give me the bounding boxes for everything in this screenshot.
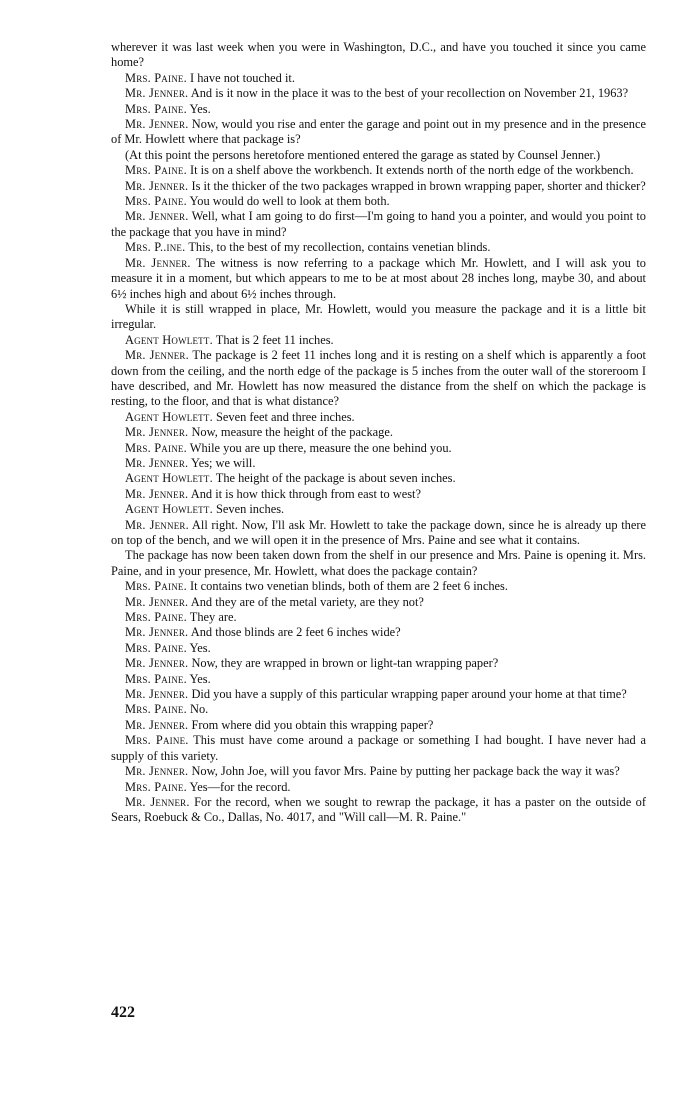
paragraph-text: They are. bbox=[189, 610, 237, 625]
speaker-label: Mrs. Paine. bbox=[125, 101, 187, 116]
speaker-label: Mr. Jenner. bbox=[125, 687, 189, 702]
paragraph-text: It is on a shelf above the workbench. It extends north of the north edge of the workbench. bbox=[190, 163, 634, 178]
transcript-paragraph bbox=[111, 595, 646, 610]
transcript-paragraph bbox=[111, 148, 646, 163]
speaker-label: Mr. Jenner. bbox=[125, 594, 189, 609]
transcript-paragraph bbox=[111, 117, 646, 148]
transcript-paragraph bbox=[111, 86, 646, 101]
transcript-paragraph bbox=[111, 718, 646, 733]
speaker-label: Mr. Jenner. bbox=[125, 425, 189, 440]
speaker-label: Mrs. Paine. bbox=[125, 163, 187, 178]
transcript-body bbox=[111, 40, 646, 826]
paragraph-text: I have not touched it. bbox=[190, 70, 295, 85]
speaker-label: Mrs. Paine. bbox=[125, 579, 187, 594]
speaker-label: Mr. Jenner. bbox=[125, 348, 189, 363]
transcript-paragraph bbox=[111, 518, 646, 549]
paragraph-text: Now, they are wrapped in brown or light-tan wrapping paper? bbox=[191, 656, 499, 671]
paragraph-text: And is it now in the place it was to the best of your recollection on November 21, 1963? bbox=[190, 86, 629, 101]
paragraph-text: It contains two venetian blinds, both of them are 2 feet 6 inches. bbox=[190, 579, 508, 594]
transcript-paragraph bbox=[111, 548, 646, 579]
speaker-label: Mrs. Paine. bbox=[125, 779, 187, 794]
paragraph-text: The witness is now referring to a package which Mr. Howlett, and I will ask you to measure it in a moment, but which appears to me to be at most about 28 inches long, maybe 30, and about 6½ inches high and about 6½ inches through. bbox=[111, 255, 646, 301]
transcript-paragraph bbox=[111, 487, 646, 502]
speaker-label: Mr. Jenner. bbox=[125, 86, 189, 101]
paragraph-text: Now, would you rise and enter the garage and point out in my presence and in the presence of Mr. Howlett where that package is? bbox=[111, 117, 646, 147]
speaker-label: Mrs. Paine. bbox=[125, 610, 187, 625]
transcript-paragraph bbox=[111, 302, 646, 333]
transcript-paragraph bbox=[111, 471, 646, 486]
transcript-paragraph bbox=[111, 441, 646, 456]
speaker-label: Mr. Jenner. bbox=[125, 717, 189, 732]
paragraph-text: wherever it was last week when you were in Washington, D.C., and have you touched it since you came home? bbox=[111, 40, 646, 70]
transcript-paragraph bbox=[111, 240, 646, 255]
transcript-paragraph bbox=[111, 687, 646, 702]
speaker-label: Mr. Jenner. bbox=[125, 794, 190, 809]
paragraph-text: This must have come around a package or something I had bought. I have never had a supply of this variety. bbox=[111, 733, 647, 763]
paragraph-text: Now, measure the height of the package. bbox=[191, 425, 393, 440]
transcript-paragraph bbox=[111, 333, 646, 348]
paragraph-text: (At this point the persons heretofore mentioned entered the garage as stated by Counsel Jenner.) bbox=[125, 147, 601, 162]
speaker-label: Agent Howlett. bbox=[125, 471, 213, 486]
speaker-label: Agent Howlett. bbox=[125, 409, 213, 424]
transcript-paragraph bbox=[111, 194, 646, 209]
speaker-label: Mr. Jenner. bbox=[125, 117, 189, 132]
paragraph-text: Yes. bbox=[189, 671, 211, 686]
transcript-paragraph bbox=[111, 209, 646, 240]
speaker-label: Mr. Jenner. bbox=[125, 517, 189, 532]
transcript-paragraph bbox=[111, 641, 646, 656]
speaker-label: Mrs. Paine. bbox=[125, 733, 189, 748]
speaker-label: Mrs. Paine. bbox=[125, 671, 187, 686]
paragraph-text: And they are of the metal variety, are they not? bbox=[190, 594, 424, 609]
speaker-label: Mrs. Paine. bbox=[125, 194, 187, 209]
paragraph-text: Yes; we will. bbox=[190, 455, 256, 470]
speaker-label: Agent Howlett. bbox=[125, 332, 213, 347]
speaker-label: Mr. Jenner. bbox=[125, 656, 189, 671]
page-number: 422 bbox=[111, 1004, 135, 1021]
speaker-label: Mrs. P..ine. bbox=[125, 240, 186, 255]
transcript-paragraph bbox=[111, 410, 646, 425]
transcript-paragraph bbox=[111, 71, 646, 86]
transcript-paragraph bbox=[111, 702, 646, 717]
transcript-paragraph bbox=[111, 425, 646, 440]
speaker-label: Mrs. Paine. bbox=[125, 70, 187, 85]
speaker-label: Mr. Jenner. bbox=[125, 764, 189, 779]
paragraph-text: Well, what I am going to do first—I'm going to hand you a pointer, and would you point to the package that you have in mind? bbox=[111, 209, 646, 239]
transcript-paragraph bbox=[111, 625, 646, 640]
paragraph-text: For the record, when we sought to rewrap the package, it has a paster on the outside of Sears, Roebuck & Co., Dallas, No. 4017, and "Will call—M. R. Paine." bbox=[111, 794, 647, 825]
paragraph-text: This, to the best of my recollection, contains venetian blinds. bbox=[188, 240, 491, 255]
transcript-paragraph bbox=[111, 579, 646, 594]
paragraph-text: While you are up there, measure the one behind you. bbox=[189, 440, 452, 455]
paragraph-text: No. bbox=[190, 702, 209, 717]
transcript-paragraph bbox=[111, 502, 646, 517]
transcript-paragraph bbox=[111, 610, 646, 625]
paragraph-text: And it is how thick through from east to west? bbox=[190, 486, 421, 501]
speaker-label: Mrs. Paine. bbox=[125, 702, 187, 717]
speaker-label: Mr. Jenner. bbox=[125, 486, 189, 501]
transcript-paragraph bbox=[111, 780, 646, 795]
transcript-paragraph bbox=[111, 656, 646, 671]
paragraph-text: You would do well to look at them both. bbox=[189, 194, 390, 209]
transcript-paragraph bbox=[111, 179, 646, 194]
paragraph-text: Yes. bbox=[189, 640, 211, 655]
transcript-paragraph bbox=[111, 102, 646, 117]
paragraph-text: The package is 2 feet 11 inches long and it is resting on a shelf which is apparently a foot down from the ceiling, and the north edge of the package is 5 inches from the outer wall of the storeroom I have described, and Mr. Howlett has now measured the distance from the shelf on which the package is resting, to the floor, and that is what distance? bbox=[111, 348, 646, 409]
paragraph-text: All right. Now, I'll ask Mr. Howlett to take the package down, since he is already up there on top of the bench, and we will open it in the presence of Mrs. Paine and see what it contains. bbox=[111, 517, 646, 547]
speaker-label: Mr. Jenner. bbox=[125, 455, 189, 470]
paragraph-text: That is 2 feet 11 inches. bbox=[215, 332, 334, 347]
paragraph-text: Is it the thicker of the two packages wrapped in brown wrapping paper, shorter and thicker? bbox=[191, 178, 646, 193]
speaker-label: Mr. Jenner. bbox=[125, 255, 191, 270]
speaker-label: Mr. Jenner. bbox=[125, 178, 189, 193]
speaker-label: Mr. Jenner. bbox=[125, 625, 189, 640]
transcript-paragraph bbox=[111, 348, 646, 410]
transcript-paragraph bbox=[111, 672, 646, 687]
paragraph-text: From where did you obtain this wrapping paper? bbox=[191, 717, 434, 732]
paragraph-text: Seven feet and three inches. bbox=[215, 409, 355, 424]
paragraph-text: Did you have a supply of this particular wrapping paper around your home at that time? bbox=[191, 687, 627, 702]
paragraph-text: While it is still wrapped in place, Mr. Howlett, would you measure the package and it is a little bit irregular. bbox=[111, 301, 646, 332]
speaker-label: Mrs. Paine. bbox=[125, 440, 187, 455]
speaker-label: Mr. Jenner. bbox=[125, 209, 189, 224]
paragraph-text: And those blinds are 2 feet 6 inches wide? bbox=[190, 625, 401, 640]
transcript-paragraph bbox=[111, 256, 646, 302]
paragraph-text: The package has now been taken down from the shelf in our presence and Mrs. Paine is opening it. Mrs. Paine, and in your presence, Mr. Howlett, what does the package contain? bbox=[111, 548, 646, 578]
transcript-paragraph bbox=[111, 764, 646, 779]
speaker-label: Agent Howlett. bbox=[125, 502, 213, 517]
paragraph-text: The height of the package is about seven inches. bbox=[215, 471, 456, 486]
transcript-paragraph bbox=[111, 40, 646, 71]
speaker-label: Mrs. Paine. bbox=[125, 640, 187, 655]
transcript-paragraph bbox=[111, 795, 646, 826]
transcript-paragraph bbox=[111, 733, 646, 764]
paragraph-text: Yes—for the record. bbox=[189, 779, 291, 794]
paragraph-text: Yes. bbox=[189, 101, 211, 116]
paragraph-text: Now, John Joe, will you favor Mrs. Paine by putting her package back the way it was? bbox=[191, 764, 620, 779]
transcript-paragraph bbox=[111, 163, 646, 178]
transcript-paragraph bbox=[111, 456, 646, 471]
paragraph-text: Seven inches. bbox=[215, 502, 285, 517]
